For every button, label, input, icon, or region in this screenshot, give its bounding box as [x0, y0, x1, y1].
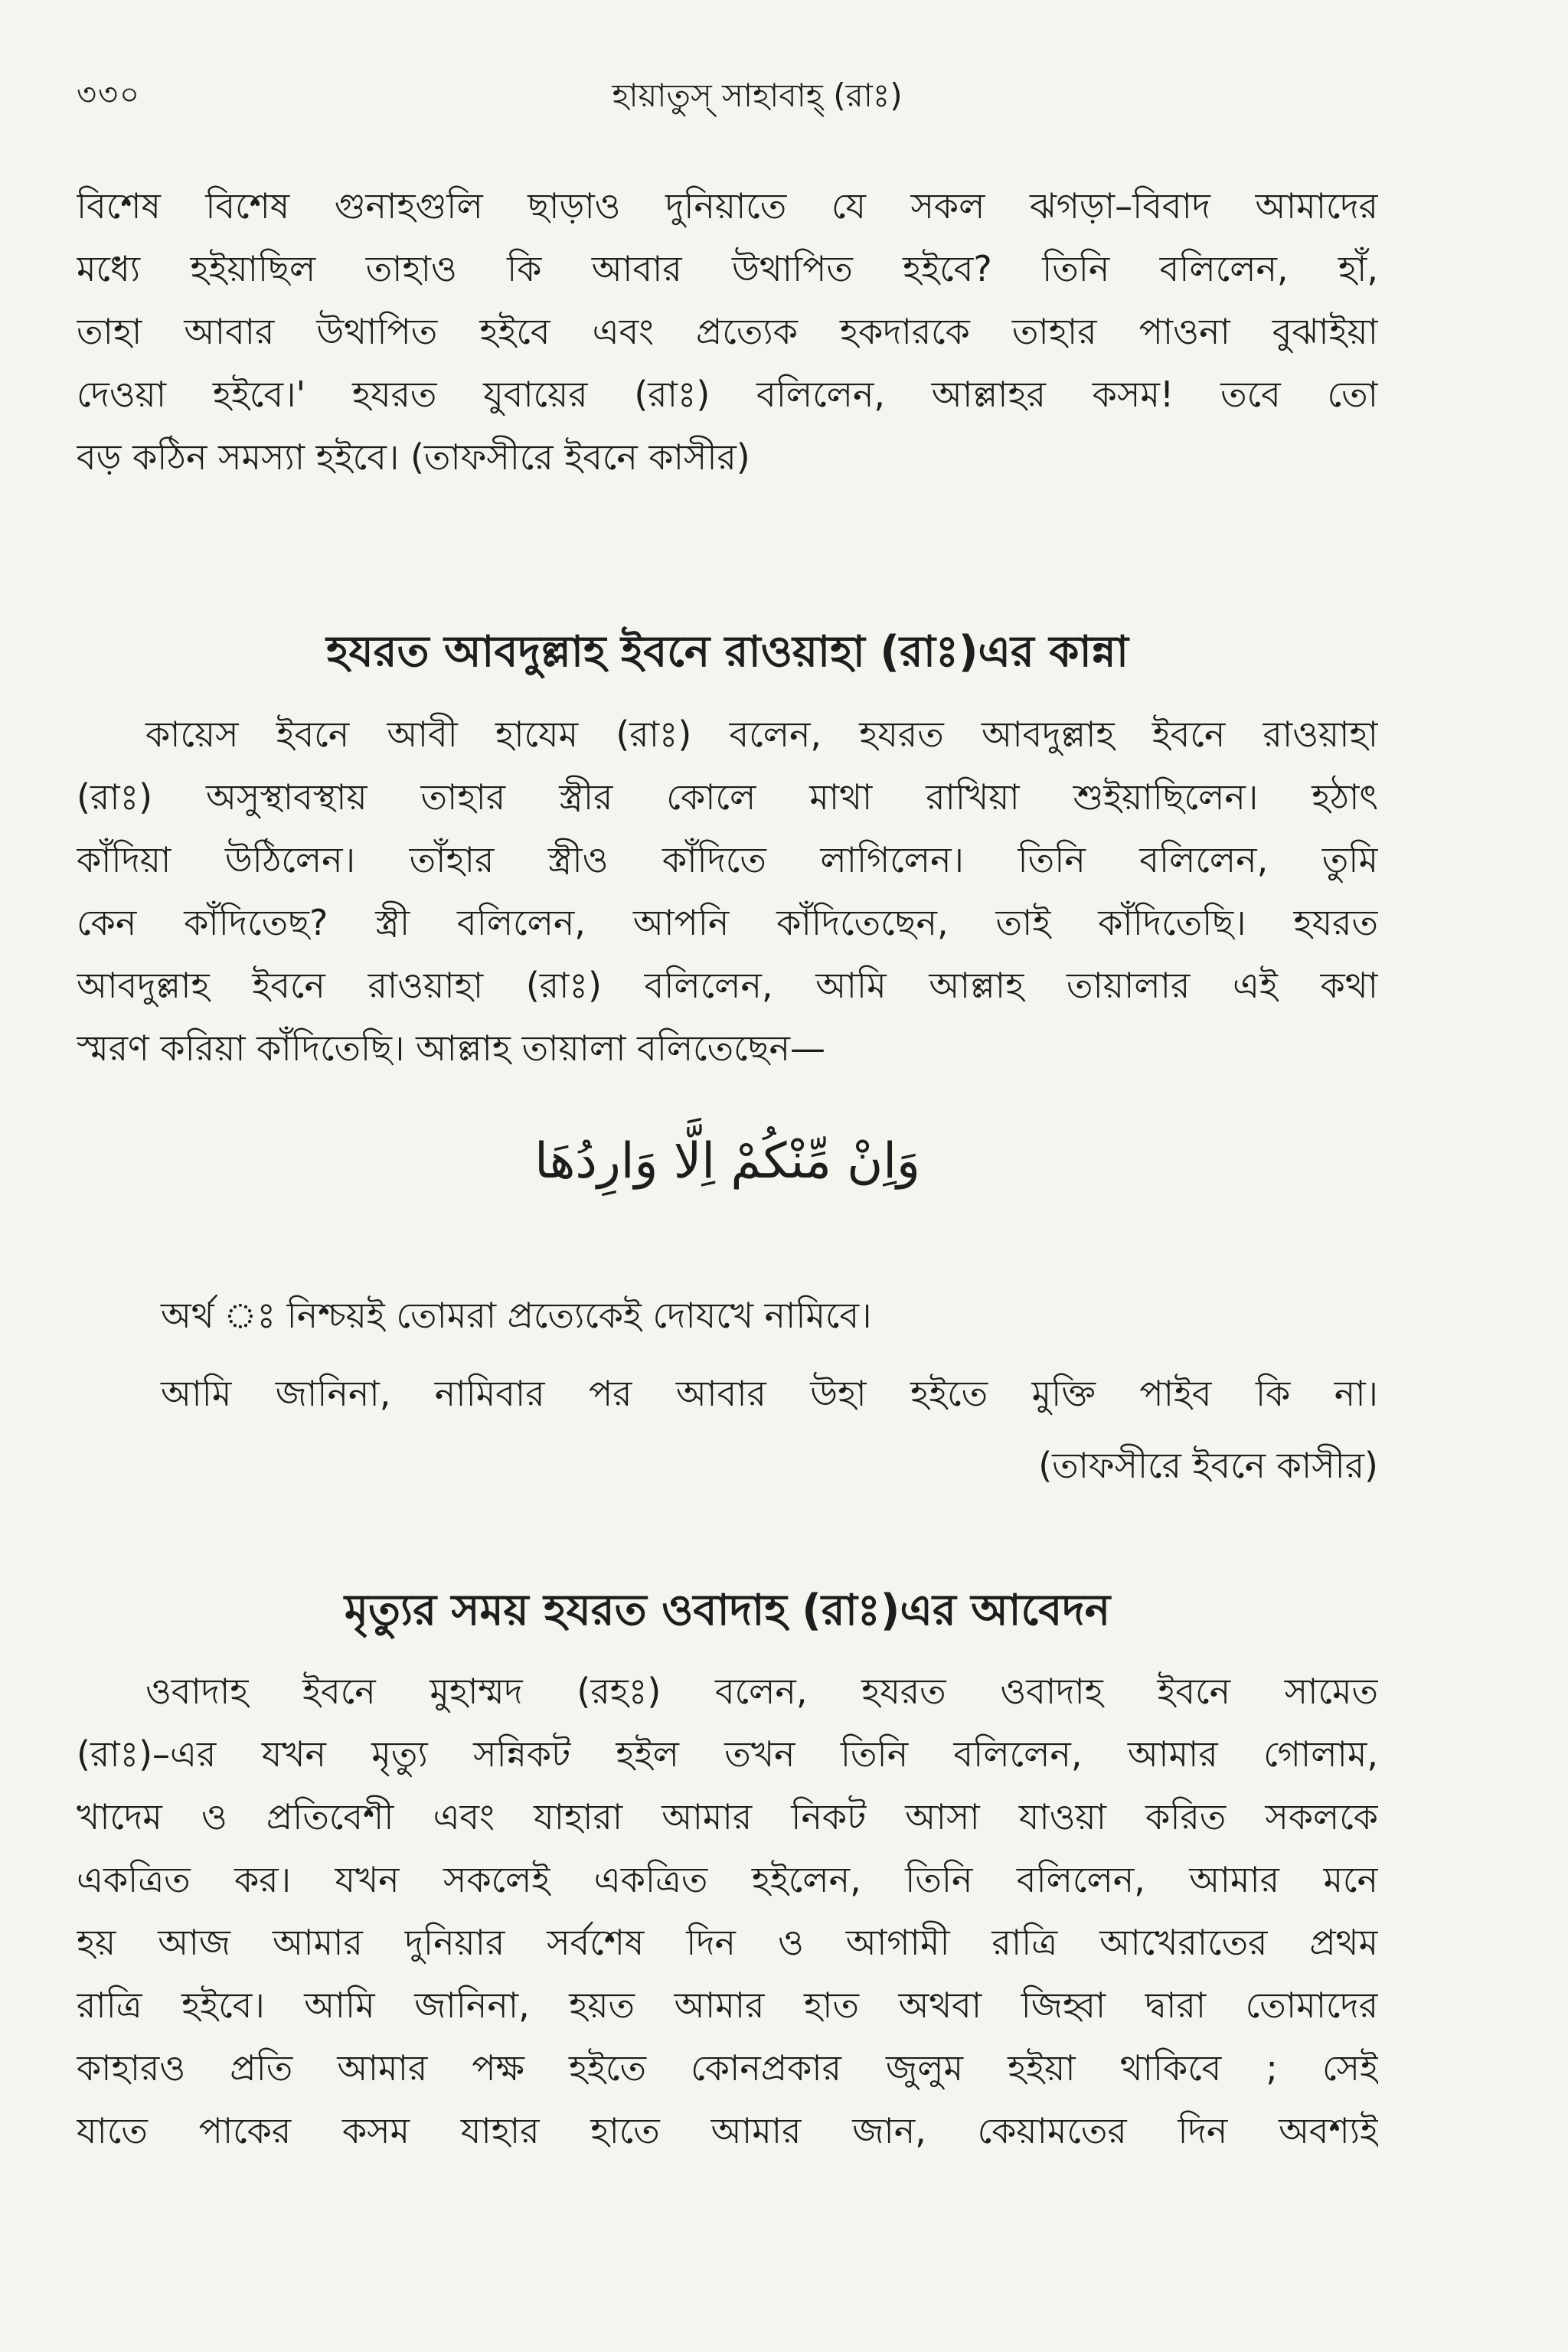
paragraph-line: কেন কাঁদিতেছ? স্ত্রী বলিলেন, আপনি কাঁদিতেছেন, তাই কাঁদিতেছি। হযরত [77, 902, 1378, 943]
abdullah-paragraph [77, 703, 1378, 1080]
continuation-paragraph [77, 175, 1378, 488]
book-title: হায়াতুস্ সাহাবাহ্ (রাঃ) [612, 77, 903, 114]
paragraph-line: আবদুল্লাহ ইবনে রাওয়াহা (রাঃ) বলিলেন, আমি আল্লাহ তায়ালার এই কথা [77, 965, 1378, 1006]
paragraph-line: কাঁদিয়া উঠিলেন। তাঁহার স্ত্রীও কাঁদিতে লাগিলেন। তিনি বলিলেন, তুমি [77, 839, 1378, 880]
paragraph-line: যাতে পাকের কসম যাহার হাতে আমার জান, কেয়ামতের দিন অবশ্যই [77, 2110, 1378, 2151]
paragraph-line: স্মরণ করিয়া কাঁদিতেছি। আল্লাহ তায়ালা বলিতেছেন— [77, 1027, 825, 1069]
paragraph-line: হয় আজ আমার দুনিয়ার সর্বশেষ দিন ও আগামী রাত্রি আখেরাতের প্রথম [77, 1922, 1378, 1963]
page-number: ৩৩০ [77, 77, 142, 113]
quran-verse: وَاِنْ مِّنْكُمْ اِلَّا وَارِدُهَا [534, 1133, 920, 1190]
paragraph-line: বিশেষ বিশেষ গুনাহগুলি ছাড়াও দুনিয়াতে যে সকল ঝগড়া–বিবাদ আমাদের [77, 185, 1378, 227]
closing-sentence: আমি জানিনা, নামিবার পর আবার উহা হইতে মুক্তি পাইব কি না। [161, 1373, 1378, 1414]
paragraph-line: দেওয়া হইবে।' হযরত যুবায়ের (রাঃ) বলিলেন, আল্লাহর কসম! তবে তো [77, 374, 1378, 415]
obadah-paragraph [77, 1660, 1378, 2162]
running-header [77, 70, 1438, 124]
paragraph-line: রাত্রি হইবে। আমি জানিনা, হয়ত আমার হাত অথবা জিহ্বা দ্বারা তোমাদের [77, 1984, 1378, 2026]
paragraph-line: একত্রিত কর। যখন সকলেই একত্রিত হইলেন, তিনি বলিলেন, আমার মনে [77, 1859, 1378, 1900]
paragraph-line: তাহা আবার উথাপিত হইবে এবং প্রত্যেক হকদারকে তাহার পাওনা বুঝাইয়া [77, 311, 1378, 352]
section-heading-abdullah: হযরত আবদুল্লাহ ইবনে রাওয়াহা (রাঃ)এর কান্না [326, 627, 1129, 677]
section-heading-obadah: মৃত্যুর সময় হযরত ওবাদাহ (রাঃ)এর আবেদন [344, 1586, 1111, 1635]
verse-meaning: অর্থ ঃ নিশ্চয়ই তোমরা প্রত্যেকেই দোযখে নামিবে। [161, 1295, 872, 1336]
paragraph-line: (রাঃ)–এর যখন মৃত্যু সন্নিকট হইল তখন তিনি বলিলেন, আমার গোলাম, [77, 1733, 1378, 1775]
paragraph-line: কায়েস ইবনে আবী হাযেম (রাঃ) বলেন, হযরত আবদুল্লাহ ইবনে রাওয়াহা [145, 714, 1378, 755]
paragraph-line: খাদেম ও প্রতিবেশী এবং যাহারা আমার নিকট আসা যাওয়া করিত সকলকে [77, 1796, 1378, 1838]
paragraph-line: (রাঃ) অসুস্থাবস্থায় তাহার স্ত্রীর কোলে মাথা রাখিয়া শুইয়াছিলেন। হঠাৎ [77, 776, 1378, 818]
paragraph-line: ওবাদাহ ইবনে মুহাম্মদ (রহঃ) বলেন, হযরত ওবাদাহ ইবনে সামেত [145, 1671, 1378, 1712]
paragraph-line: মধ্যে হইয়াছিল তাহাও কি আবার উথাপিত হইবে? তিনি বলিলেন, হাঁ, [77, 248, 1378, 289]
paragraph-line: কাহারও প্রতি আমার পক্ষ হইতে কোনপ্রকার জুলুম হইয়া থাকিবে ; সেই [77, 2047, 1378, 2089]
paragraph-line: বড় কঠিন সমস্যা হইবে। (তাফসীরে ইবনে কাসীর) [77, 436, 750, 478]
source-citation: (তাফসীরে ইবনে কাসীর) [1038, 1445, 1378, 1486]
